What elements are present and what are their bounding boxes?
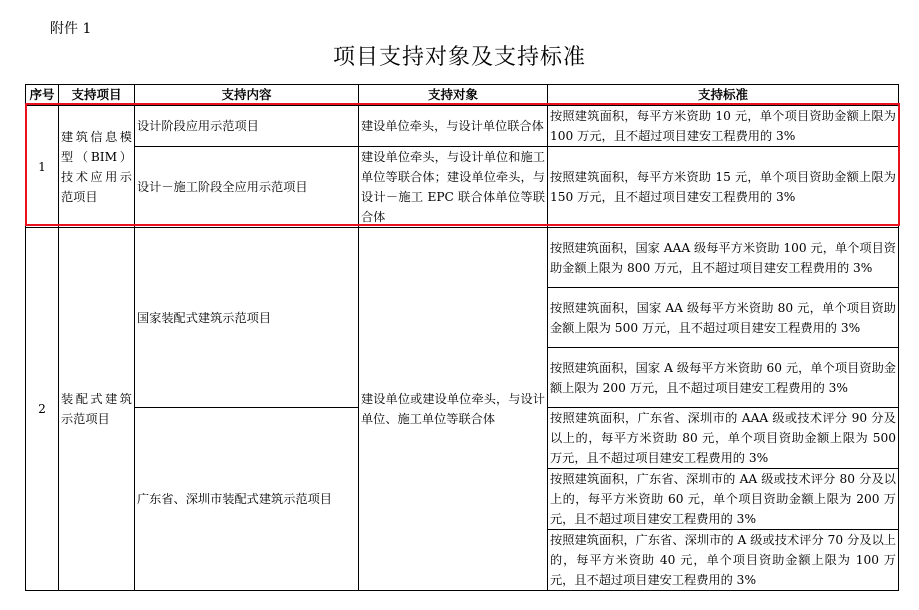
standard-cell: 按照建筑面积，国家 A 级每平方米资助 60 元，单个项目资助金额上限为 200 万元，且不超过项目建安工程费用的 3%	[548, 348, 899, 408]
document-title: 项目支持对象及支持标准	[332, 45, 586, 70]
content-cell: 广东省、深圳市装配式建筑示范项目	[135, 408, 359, 591]
table-row	[26, 228, 899, 288]
header-item: 支持项目	[59, 85, 135, 106]
target-cell: 建设单位或建设单位牵头，与设计单位、施工单位等联合体	[359, 228, 548, 591]
table-row	[26, 106, 899, 147]
standard-cell: 按照建筑面积，国家 AA 级每平方米资助 80 元，单个项目资助金额上限为 500 万元，且不超过项目建安工程费用的 3%	[548, 288, 899, 348]
header-content: 支持内容	[135, 85, 359, 106]
item-cell: 装配式建筑示范项目	[59, 228, 135, 591]
content-cell: 设计－施工阶段全应用示范项目	[135, 147, 359, 228]
standard-cell: 按照建筑面积，每平方米资助 15 元，单个项目资助金额上限为 150 万元，且不超过项目建安工程费用的 3%	[548, 147, 899, 228]
header-target: 支持对象	[359, 85, 548, 106]
table-header-row	[26, 85, 899, 106]
item-cell: 建筑信息模型（BIM）技术应用示范项目	[59, 106, 135, 228]
content-cell: 国家装配式建筑示范项目	[135, 228, 359, 408]
support-standards-table	[25, 84, 899, 591]
seq-cell: 2	[26, 228, 59, 591]
standard-cell: 按照建筑面积，国家 AAA 级每平方米资助 100 元，单个项目资助金额上限为 800 万元，且不超过项目建安工程费用的 3%	[548, 228, 899, 288]
standard-cell: 按照建筑面积，广东省、深圳市的 AAA 级或技术评分 90 分及以上的，每平方米资助 80 元，单个项目资助金额上限为 500 万元，且不超过项目建安工程费用的 3%	[548, 408, 899, 469]
target-cell: 建设单位牵头，与设计单位联合体	[359, 106, 548, 147]
standard-cell: 按照建筑面积，广东省、深圳市的 AA 级或技术评分 80 分及以上的，每平方米资助 60 元，单个项目资助金额上限为 200 万元，且不超过项目建安工程费用的 3%	[548, 469, 899, 530]
target-cell: 建设单位牵头，与设计单位和施工单位等联合体；建设单位牵头，与设计－施工 EPC 联合体单位等联合体	[359, 147, 548, 228]
content-cell: 设计阶段应用示范项目	[135, 106, 359, 147]
standard-cell: 按照建筑面积，广东省、深圳市的 A 级或技术评分 70 分及以上的，每平方米资助 40 元，单个项目资助金额上限为 100 万元，且不超过项目建安工程费用的 3%	[548, 530, 899, 591]
standard-cell: 按照建筑面积，每平方米资助 10 元，单个项目资助金额上限为 100 万元，且不超过项目建安工程费用的 3%	[548, 106, 899, 147]
header-standard: 支持标准	[548, 85, 899, 106]
table-row	[26, 147, 899, 228]
attachment-label: 附件 1	[50, 21, 92, 37]
seq-cell: 1	[26, 106, 59, 228]
header-seq: 序号	[26, 85, 59, 106]
